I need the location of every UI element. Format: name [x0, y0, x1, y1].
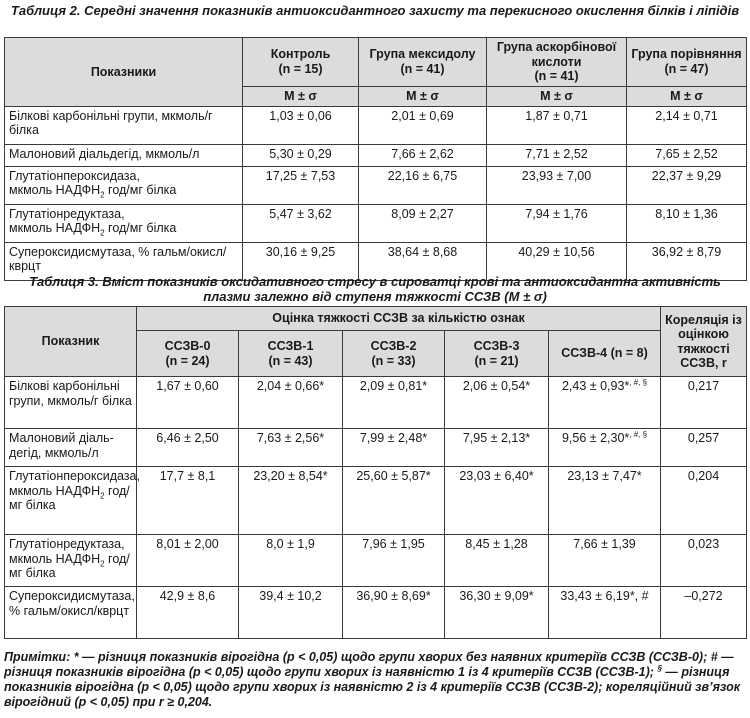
cell-value: 8,10 ± 1,36 [627, 204, 747, 242]
cell-value: 1,67 ± 0,60 [137, 377, 239, 429]
cell-value: 25,60 ± 5,87* [343, 467, 445, 535]
table2 [4, 37, 747, 281]
table3-header-subgroup: ССЗВ-0 (n = 24) [137, 331, 239, 377]
cell-value: 36,92 ± 8,79 [627, 242, 747, 280]
row-label: Білкові карбонільні групи, мкмоль/г білка [5, 377, 137, 429]
correlation-value: 0,257 [661, 429, 747, 467]
cell-value: 7,71 ± 2,52 [487, 144, 627, 166]
correlation-value: –0,272 [661, 587, 747, 639]
cell-value: 33,43 ± 6,19*, # [549, 587, 661, 639]
cell-value: 22,16 ± 6,75 [359, 166, 487, 204]
row-label: Глутатіонредуктаза, мкмоль $НАДФН_2$ год/мг білка [5, 204, 243, 242]
table3-header-param: Показник [5, 307, 137, 377]
cell-value: 9,56 ± 2,30*, #, § [549, 429, 661, 467]
cell-value: 7,96 ± 1,95 [343, 535, 445, 587]
cell-value: 30,16 ± 9,25 [243, 242, 359, 280]
table-row [5, 166, 747, 204]
cell-value: 2,14 ± 0,71 [627, 106, 747, 144]
row-label: Глутатіонпероксидаза, мкмоль $НАДФН_2$ год/мг білка [5, 166, 243, 204]
table-row [5, 587, 747, 639]
cell-value: 8,09 ± 2,27 [359, 204, 487, 242]
table-row [5, 429, 747, 467]
table2-header-group: Контроль (n = 15) [243, 38, 359, 87]
cell-value: 1,03 ± 0,06 [243, 106, 359, 144]
table2-header-group: Група мексидолу (n = 41) [359, 38, 487, 87]
cell-value: 2,01 ± 0,69 [359, 106, 487, 144]
cell-value: 6,46 ± 2,50 [137, 429, 239, 467]
table3-caption: Таблиця 3. Вміст показників оксидативного стресу в сироватці крові та антиоксидантна активність плазми залежно від ступеня тяжкості ССЗВ (M ± σ) [29, 274, 721, 304]
cell-value: 39,4 ± 10,2 [239, 587, 343, 639]
table-row [5, 204, 747, 242]
cell-value: 7,66 ± 1,39 [549, 535, 661, 587]
cell-value: 7,95 ± 2,13* [445, 429, 549, 467]
table2-stat-label: M ± σ [359, 86, 487, 106]
table2-caption: Таблиця 2. Середні значення показників антиоксидантного захисту та перекисного окислення білків і ліпідів [10, 3, 740, 18]
table3-header-corr: Кореляція із оцінкою тяжкості ССЗВ, r [661, 307, 747, 377]
cell-value: 36,90 ± 8,69* [343, 587, 445, 639]
table-row [5, 535, 747, 587]
cell-value: 23,13 ± 7,47* [549, 467, 661, 535]
table3 [4, 306, 747, 639]
table2-header-group: Група порівняння (n = 47) [627, 38, 747, 87]
table2-stat-label: M ± σ [627, 86, 747, 106]
table-notes: Примітки: * — різниця показників вірогідна (p < 0,05) щодо групи хворих без наявних критеріїв ССЗВ (ССЗВ-0); # — різниця показників вірогідна (p < 0,05) щодо групи хворих із наявністю 1 із 4 критеріїв ССЗВ (ССЗВ-1); § — різниця показників вірогідна (p < 0,05) щодо групи хворих із наявністю 2 із 4 критеріїв ССЗВ (ССЗВ-2); кореляційний зв’язок вірогідний (p < 0,05) при r ≥ 0,204. [4, 650, 741, 709]
cell-value: 7,65 ± 2,52 [627, 144, 747, 166]
cell-value: 42,9 ± 8,6 [137, 587, 239, 639]
cell-value: 22,37 ± 9,29 [627, 166, 747, 204]
cell-value: 1,87 ± 0,71 [487, 106, 627, 144]
cell-value: 2,06 ± 0,54* [445, 377, 549, 429]
cell-value: 36,30 ± 9,09* [445, 587, 549, 639]
cell-value: 40,29 ± 10,56 [487, 242, 627, 280]
cell-value: 5,30 ± 0,29 [243, 144, 359, 166]
table3-header-subgroup: ССЗВ-2 (n = 33) [343, 331, 445, 377]
table3-header-subgroup: ССЗВ-3 (n = 21) [445, 331, 549, 377]
row-label: Малоновий діаль-дегід, мкмоль/л [5, 429, 137, 467]
table2-header-param: Показники [5, 38, 243, 107]
cell-value: 23,20 ± 8,54* [239, 467, 343, 535]
cell-value: 8,45 ± 1,28 [445, 535, 549, 587]
table2-stat-label: M ± σ [487, 86, 627, 106]
row-label: Білкові карбонільні групи, мкмоль/г білка [5, 106, 243, 144]
cell-value: 38,64 ± 8,68 [359, 242, 487, 280]
table3-header-group: Оцінка тяжкості ССЗВ за кількістю ознак [137, 307, 661, 331]
row-label: Малоновий діальдегід, мкмоль/л [5, 144, 243, 166]
cell-value: 7,66 ± 2,62 [359, 144, 487, 166]
cell-value: 5,47 ± 3,62 [243, 204, 359, 242]
table-row [5, 467, 747, 535]
cell-value: 17,25 ± 7,53 [243, 166, 359, 204]
cell-value: 23,93 ± 7,00 [487, 166, 627, 204]
cell-value: 8,0 ± 1,9 [239, 535, 343, 587]
table-row [5, 106, 747, 144]
table2-stat-label: M ± σ [243, 86, 359, 106]
cell-value: 7,63 ± 2,56* [239, 429, 343, 467]
correlation-value: 0,023 [661, 535, 747, 587]
table3-header-subgroup: ССЗВ-1 (n = 43) [239, 331, 343, 377]
row-label: Супероксидисмутаза, % гальм/окисл/кврцт [5, 587, 137, 639]
table3-header-subgroup: ССЗВ-4 (n = 8) [549, 331, 661, 377]
correlation-value: 0,204 [661, 467, 747, 535]
row-label: Глутатіонпероксидаза, мкмоль $НАДФН_2$ год/мг білка [5, 467, 137, 535]
cell-value: 8,01 ± 2,00 [137, 535, 239, 587]
cell-value: 2,09 ± 0,81* [343, 377, 445, 429]
cell-value: 7,94 ± 1,76 [487, 204, 627, 242]
row-label: Глутатіонредуктаза, мкмоль $НАДФН_2$ год/мг білка [5, 535, 137, 587]
cell-value: 7,99 ± 2,48* [343, 429, 445, 467]
row-label: Супероксидисмутаза, % гальм/окисл/кврцт [5, 242, 243, 280]
correlation-value: 0,217 [661, 377, 747, 429]
cell-value: 23,03 ± 6,40* [445, 467, 549, 535]
table-row [5, 377, 747, 429]
table2-header-group: Група аскорбінової кислоти (n = 41) [487, 38, 627, 87]
table-row [5, 144, 747, 166]
cell-value: 17,7 ± 8,1 [137, 467, 239, 535]
cell-value: 2,04 ± 0,66* [239, 377, 343, 429]
cell-value: 2,43 ± 0,93*, #, § [549, 377, 661, 429]
